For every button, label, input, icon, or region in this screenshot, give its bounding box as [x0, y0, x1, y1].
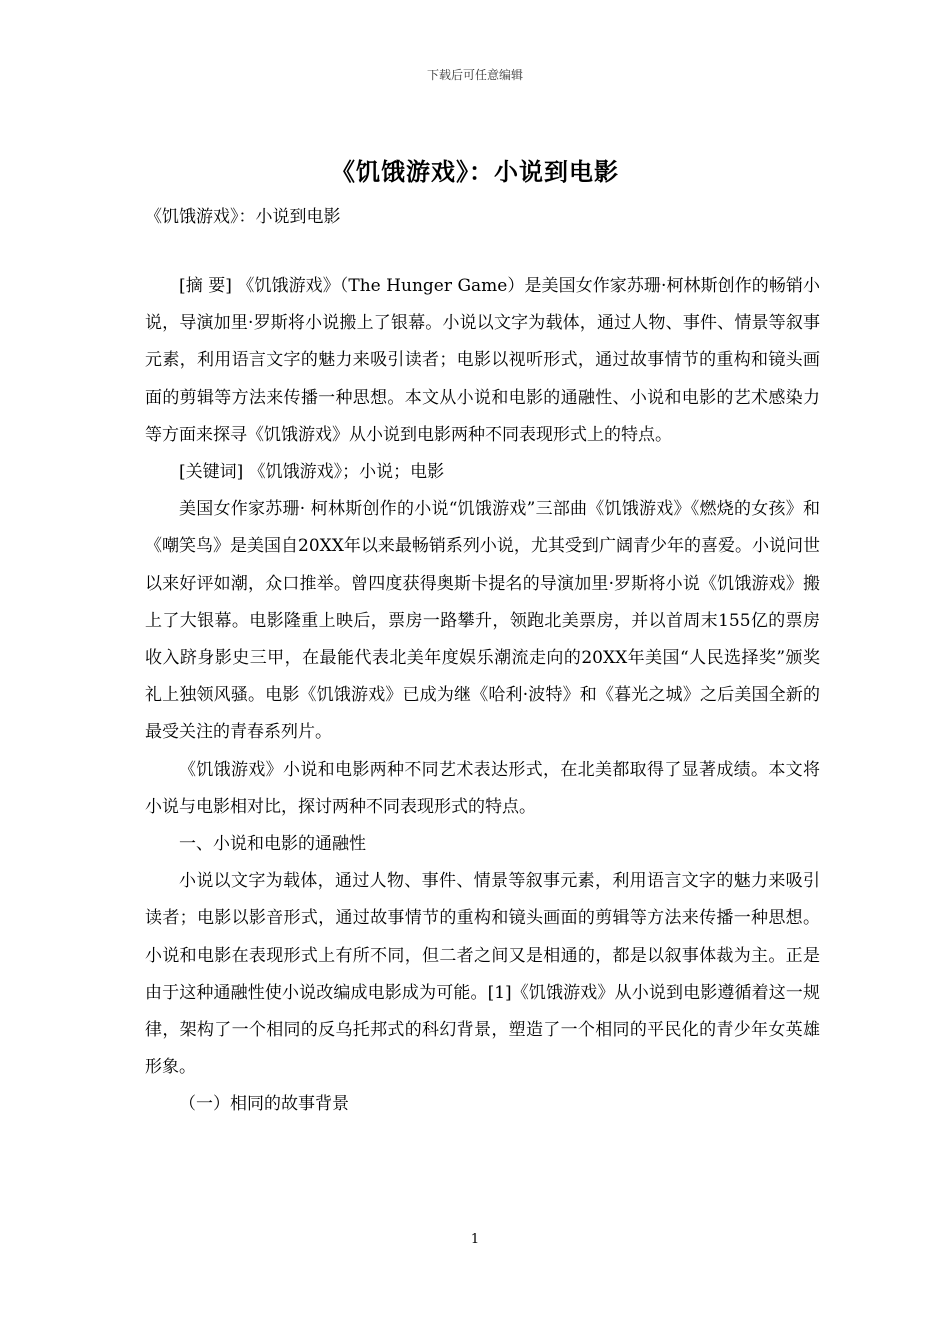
section-paragraph-1: 小说以文字为载体，通过人物、事件、情景等叙事元素，利用语言文字的魅力来吸引读者；电影以影音形式，通过故事情节的重构和镜头画面的剪辑等方法来传播一种思想。小说和电影在表现形式上有所不同，但二者之间又是相通的，都是以叙事体裁为主。正是由于这种通融性使小说改编成电影成为可能。[1]《饥饿游戏》从小说到电影遵循着这一规律，架构了一个相同的反乌托邦式的科幻背景，塑造了一个相同的平民化的青少年女英雄形象。 [145, 871, 820, 1078]
intro-paragraph: 美国女作家苏珊· 柯林斯创作的小说“饥饿游戏”三部曲《饥饿游戏》《燃烧的女孩》和《嘲笑鸟》是美国自20XX年以来最畅销系列小说，尤其受到广阔青少年的喜爱。小说问世以来好评如潮，众口推举。曾四度获得奥斯卡提名的导演加里·罗斯将小说《饥饿游戏》搬上了大银幕。电影隆重上映后，票房一路攀升，领跑北美票房，并以首周末155亿的票房收入跻身影史三甲，在最能代表北美年度娱乐潮流走向的20XX年美国“人民选择奖”颁奖礼上独领风骚。电影《饥饿游戏》已成为继《哈利·波特》和《暮光之城》之后美国全新的最受关注的青春系列片。 [145, 499, 820, 743]
header-note: 下载后可任意编辑 [426, 68, 523, 82]
document-body [145, 268, 820, 1124]
document-subtitle: 《饥饿游戏》：小说到电影 [145, 207, 341, 227]
abstract-paragraph: [摘 要] 《饥饿游戏》（The Hunger Game）是美国女作家苏珊·柯林斯创作的畅销小说，导演加里·罗斯将小说搬上了银幕。小说以文字为载体，通过人物、事件、情景等叙事元素，利用语言文字的魅力来吸引读者；电影以视听形式，通过故事情节的重构和镜头画面的剪辑等方法来传播一种思想。本文从小说和电影的通融性、小说和电影的艺术感染力等方面来探寻《饥饿游戏》从小说到电影两种不同表现形式上的特点。 [145, 276, 820, 445]
subsection-heading-1: （一）相同的故事背景 [179, 1094, 349, 1115]
intro-paragraph-2: 《饥饿游戏》小说和电影两种不同艺术表达形式，在北美都取得了显著成绩。本文将小说与电影相对比，探讨两种不同表现形式的特点。 [145, 759, 820, 817]
keywords-paragraph: [关键词] 《饥饿游戏》；小说；电影 [179, 462, 445, 483]
page-number: 1 [470, 1232, 480, 1247]
section-heading-1: 一、小说和电影的通融性 [179, 834, 366, 855]
document-title: 《饥饿游戏》：小说到电影 [331, 157, 619, 186]
